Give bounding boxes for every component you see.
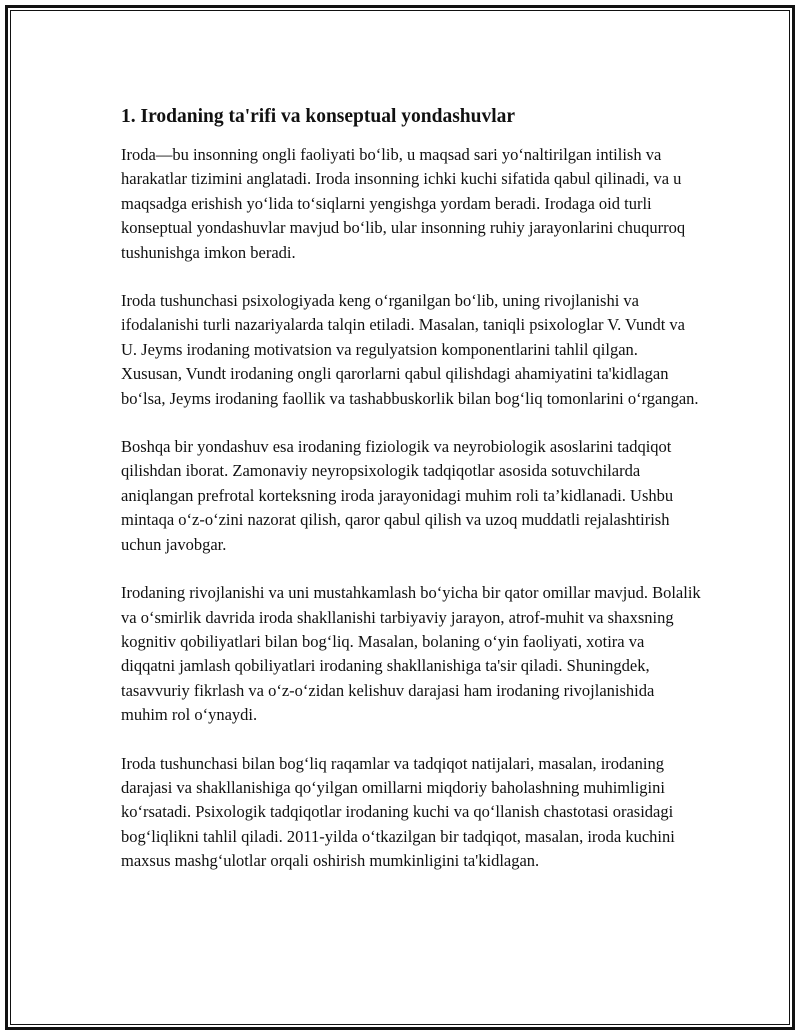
section-heading: 1. Irodaning ta'rifi va konseptual yondashuvlar xyxy=(121,106,516,127)
page-inner-border xyxy=(10,10,790,1025)
paragraph-3: Boshqa bir yondashuv esa irodaning fiziologik va neyrobiologik asoslarini tadqiqot qilishdan iborat. Zamonaviy neyropsixologik tadqiqotlar asosida sotuvchilarda aniqlangan prefrotal korteksning iroda jarayonidagi muhim roli ta’kidlanadi. Ushbu mintaqa o‘z-o‘zini nazorat qilish, qaror qabul qilish va uzoq muddatli rejalashtirish uchun javobgar. xyxy=(121,437,674,554)
paragraph-4: Irodaning rivojlanishi va uni mustahkamlash bo‘yicha bir qator omillar mavjud. Bolalik va o‘smirlik davrida iroda shakllanishi tarbiyaviy jarayon, atrof-muhit va shaxsning kognitiv qobiliyatlari bilan bog‘liq. Masalan, bolaning o‘yin faoliyati, xotira va diqqatni jamlash qobiliyatlari irodaning shakllanishiga ta'sir qiladi. Shuningdek, tasavvuriy fikrlash va o‘z-o‘zidan kelishuv darajasi ham irodaning rivojlanishida muhim rol o‘ynaydi. xyxy=(121,583,701,725)
document-body xyxy=(121,103,701,898)
paragraph-1: Iroda—bu insonning ongli faoliyati bo‘lib, u maqsad sari yo‘naltirilgan intilish va harakatlar tizimini anglatadi. Iroda insonning ichki kuchi sifatida qabul qilinadi, va u maqsadga erishish yo‘lida to‘siqlarni yengishga yordam beradi. Irodaga oid turli konseptual yondashuvlar mavjud bo‘lib, ular insonning ruhiy jarayonlarini chuqurroq tushunishga imkon beradi. xyxy=(121,145,686,262)
paragraph-5: Iroda tushunchasi bilan bog‘liq raqamlar va tadqiqot natijalari, masalan, irodaning darajasi va shakllanishiga qo‘yilgan omillarni miqdoriy baholashning muhimligini ko‘rsatadi. Psixologik tadqiqotlar irodaning kuchi va qo‘llanish chastotasi orasidagi bog‘liqlikni tahlil qiladi. 2011-yilda o‘tkazilgan bir tadqiqot, masalan, iroda kuchini maxsus mashg‘ulotlar orqali oshirish mumkinligini ta'kidlagan. xyxy=(121,753,675,871)
page-border xyxy=(5,5,795,1030)
paragraph-2: Iroda tushunchasi psixologiyada keng o‘rganilgan bo‘lib, uning rivojlanishi va ifodalanishi turli nazariyalarda talqin etiladi. Masalan, taniqli psixologlar V. Vundt va U. Jeyms irodaning motivatsion va regulyatsion komponentlarini tahlil qilgan. Xususan, Vundt irodaning ongli qarorlarni qabul qilishdagi ahamiyatini ta'kidlagan bo‘lsa, Jeyms irodaning faollik va tashabbuskorlik bilan bog‘liq tomonlarini o‘rgangan. xyxy=(121,291,699,408)
